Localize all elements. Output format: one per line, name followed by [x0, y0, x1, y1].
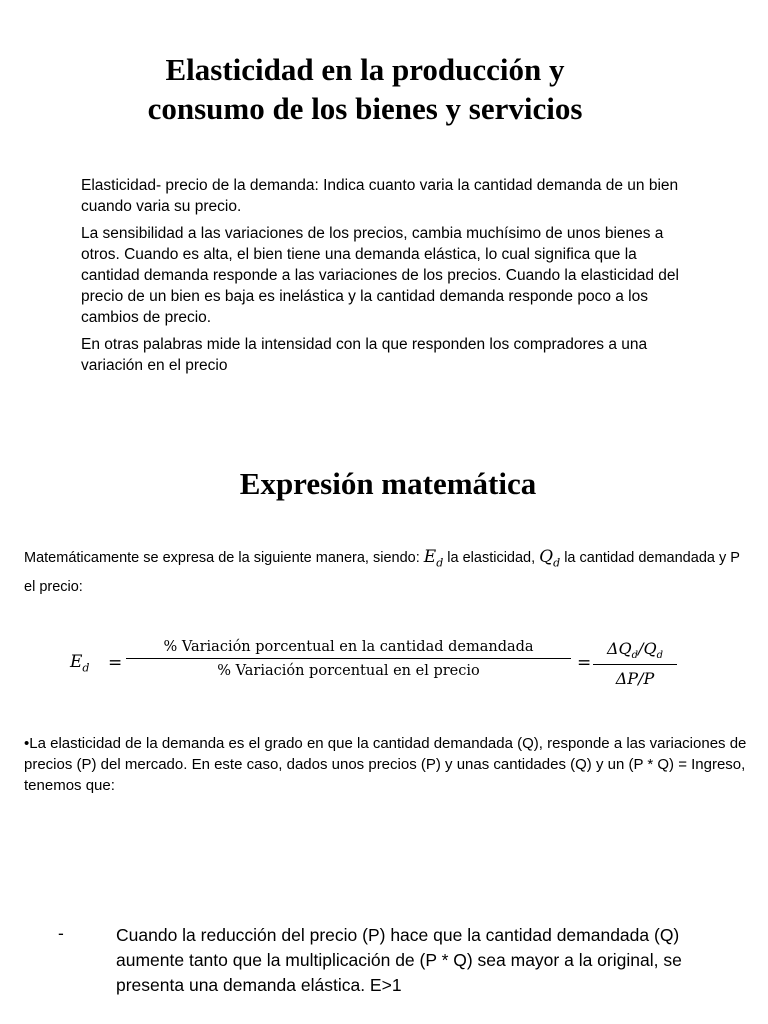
- intro-paragraph-sensitivity: La sensibilidad a las variaciones de los precios, cambia muchísimo de unos bienes a otros. Cuando es alta, el bien tiene una demanda elástica, lo cual significa que la cantidad demanda responde a las variaciones de los precios. Cuando la elasticidad del precio de un bien es baja es inelástica y la cantidad demanda responde poco a los cambios de precio.: [81, 225, 679, 326]
- page-title-line-2: consumo de los bienes y servicios: [147, 91, 583, 126]
- section-title-math: Expresión matemática: [239, 466, 537, 501]
- intro-paragraph-summary: En otras palabras mide la intensidad con la que responden los compradores a una variación en el precio: [81, 336, 648, 374]
- math-intro-text-1: Matemáticamente se expresa de la siguiente manera, siendo:: [24, 550, 424, 566]
- formula-lhs: $E_d$: [70, 652, 90, 675]
- symbol-elasticity: $E_d$: [423, 547, 444, 570]
- formula-fraction-words: [126, 639, 571, 679]
- bullet-marker: -: [58, 923, 64, 943]
- formula-equals-2: =: [577, 653, 592, 673]
- formula-fraction-symbols: [593, 639, 677, 688]
- formula-numerator: % Variación porcentual en la cantidad demandada: [126, 639, 571, 659]
- math-intro-text-3: la cantidad demandada y P el precio:: [24, 550, 740, 596]
- formula-symbol-numerator: $\Delta Q_d/Q_d$: [593, 639, 677, 665]
- intro-paragraph-definition: Elasticidad- precio de la demanda: Indica cuanto varia la cantidad demanda de un bien cuando varia su precio.: [81, 177, 679, 215]
- formula-equals-1: =: [108, 653, 123, 673]
- elasticity-formula: [70, 633, 690, 695]
- page-title-line-1: Elasticidad en la producción y: [165, 52, 565, 87]
- intro-section: [81, 175, 691, 382]
- math-intro-text-2: la elasticidad,: [447, 550, 540, 566]
- math-intro-paragraph: [24, 545, 744, 599]
- elasticity-paragraph: •La elasticidad de la demanda es el grado en que la cantidad demandada (Q), responde a las variaciones de precios (P) del mercado. En este caso, dados unos precios (P) y unas cantidades (Q) y un (P * Q) = Ingreso, tenemos que:: [24, 735, 747, 794]
- symbol-quantity: $Q_d$: [539, 547, 561, 570]
- formula-symbol-denominator: ΔP/P: [615, 669, 655, 689]
- bullet-text: Cuando la reducción del precio (P) hace que la cantidad demandada (Q) aumente tanto que la multiplicación de (P * Q) sea mayor a la original, se presenta una demanda elástica. E>1: [116, 925, 682, 995]
- page-title: [0, 50, 730, 128]
- formula-denominator: % Variación porcentual en el precio: [217, 663, 480, 679]
